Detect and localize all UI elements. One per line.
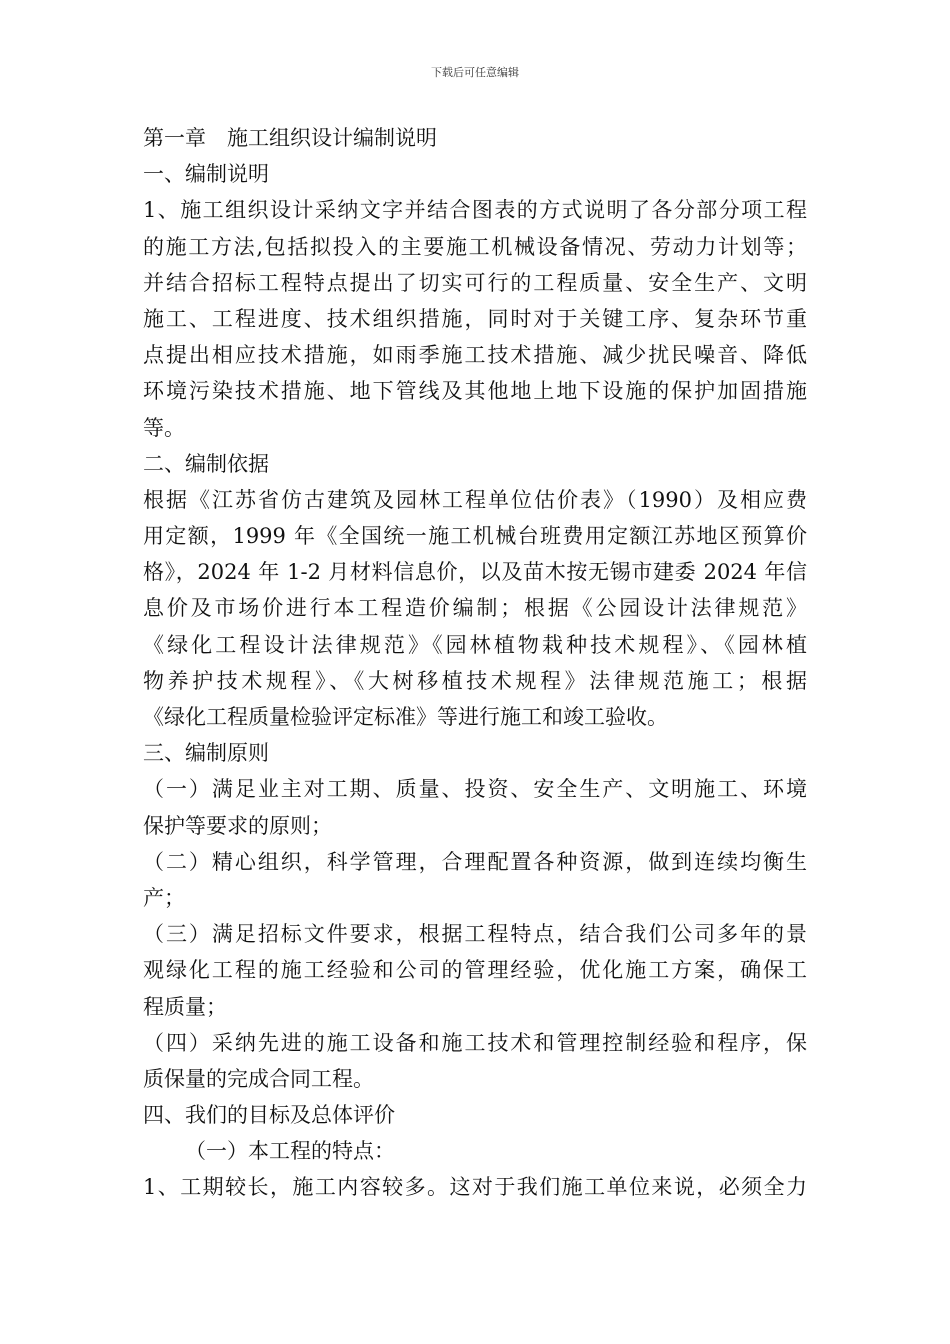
- text-line: （一）满足业主对工期、质量、投资、安全生产、文明施工、环境: [143, 777, 807, 802]
- text-line: 第一章 施工组织设计编制说明: [143, 126, 437, 150]
- text-line: 的施工方法,包括拟投入的主要施工机械设备情况、劳动力计划等；: [143, 234, 807, 259]
- text-line: 1、工期较长，施工内容较多。这对于我们施工单位来说，必须全力: [143, 1175, 807, 1200]
- text-line: 四、我们的目标及总体评价: [143, 1103, 395, 1128]
- text-line: 点提出相应技术措施，如雨季施工技术措施、减少扰民噪音、降低: [143, 343, 807, 368]
- text-line: 息价及市场价进行本工程造价编制；根据《公园设计法律规范》: [143, 596, 807, 621]
- text-line: （三）满足招标文件要求，根据工程特点，结合我们公司多年的景: [143, 922, 807, 947]
- text-line: 1、施工组织设计采纳文字并结合图表的方式说明了各分部分项工程: [143, 198, 807, 223]
- text-line: 质保量的完成合同工程。: [143, 1066, 374, 1091]
- text-line: 保护等要求的原则；: [143, 813, 332, 838]
- text-line: 用定额，1999 年《全国统一施工机械台班费用定额江苏地区预算价: [143, 524, 807, 549]
- text-line: 《绿化工程设计法律规范》《园林植物栽种技术规程》、《园林植: [143, 632, 807, 657]
- text-line: （四）采纳先进的施工设备和施工技术和管理控制经验和程序，保: [143, 1030, 807, 1055]
- text-line: 产；: [143, 885, 185, 910]
- text-line: 观绿化工程的施工经验和公司的管理经验，优化施工方案，确保工: [143, 958, 807, 983]
- text-line: 三、编制原则: [143, 741, 269, 766]
- text-line: （一）本工程的特点：: [185, 1139, 395, 1164]
- text-line: 并结合招标工程特点提出了切实可行的工程质量、安全生产、文明: [143, 270, 807, 295]
- text-line: 等。: [143, 415, 185, 440]
- text-line: 施工、工程进度、技术组织措施，同时对于关键工序、复杂环节重: [143, 306, 807, 331]
- page-header-note: 下载后可任意编辑: [431, 66, 519, 79]
- text-line: 物养护技术规程》、《大树移植技术规程》法律规范施工；根据: [143, 668, 807, 693]
- text-line: 程质量；: [143, 994, 227, 1019]
- text-line: 《绿化工程质量检验评定标准》等进行施工和竣工验收。: [143, 705, 668, 729]
- text-line: 根据《江苏省仿古建筑及园林工程单位估价表》（1990）及相应费: [143, 487, 807, 512]
- text-line: 格》，2024 年 1-2 月材料信息价，以及苗木按无锡市建委 2024 年信: [143, 560, 807, 585]
- text-line: 二、编制依据: [143, 451, 269, 476]
- text-line: （二）精心组织，科学管理，合理配置各种资源，做到连续均衡生: [143, 849, 807, 874]
- text-line: 环境污染技术措施、地下管线及其他地上地下设施的保护加固措施: [143, 379, 807, 404]
- text-line: 一、编制说明: [143, 162, 269, 187]
- document-body: [143, 120, 807, 1206]
